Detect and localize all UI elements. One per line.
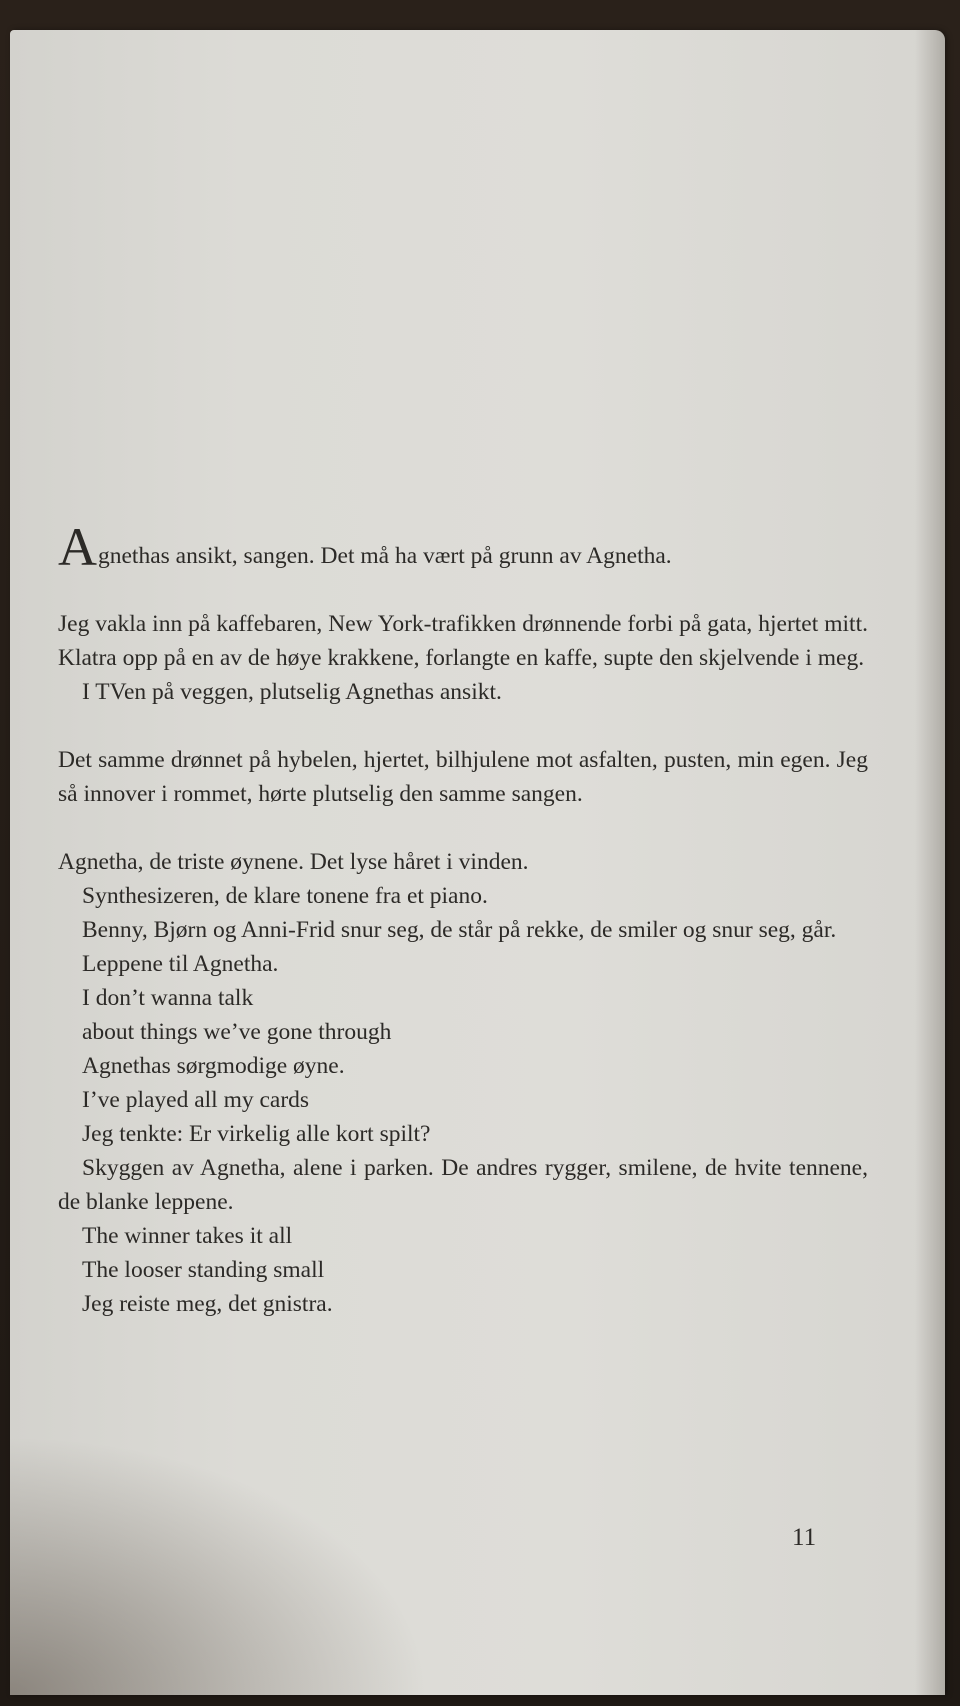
drop-cap: A — [58, 517, 97, 577]
paragraph: Agnethas sørgmodige øyne. — [82, 1053, 345, 1079]
paragraph: I’ve played all my cards — [82, 1087, 310, 1113]
opening-line-text: gnethas ansikt, sangen. Det må ha vært på grunn av Agnetha. — [98, 543, 672, 569]
paragraph: Leppene til Agnetha. — [82, 951, 279, 977]
paragraph: Jeg vakla inn på kaffebaren, New York-trafikken drønnende forbi på gata, hjertet mitt. Klatra opp på en av de høye krakkene, forlangte en kaffe, supte den skjelvende i meg. — [58, 611, 868, 671]
paragraph-gap — [58, 709, 868, 743]
paragraph: Skyggen av Agnetha, alene i parken. De andres rygger, smilene, de hvite tennene, de blanke leppene. — [58, 1155, 868, 1215]
paragraph-gap — [58, 811, 868, 845]
page-corner-shadow — [10, 1435, 430, 1695]
paragraph-list — [58, 573, 868, 1321]
paragraph: I don’t wanna talk — [82, 985, 254, 1011]
body-text — [58, 517, 868, 1321]
paragraph: Agnetha, de triste øynene. Det lyse håret i vinden. — [58, 849, 529, 875]
paragraph: The looser standing small — [82, 1257, 325, 1283]
paragraph: Det samme drønnet på hybelen, hjertet, bilhjulene mot asfalten, pusten, min egen. Jeg så innover i rommet, hørte plutselig den samme sangen. — [58, 747, 868, 807]
paragraph: about things we’ve gone through — [82, 1019, 392, 1045]
book-page — [10, 30, 945, 1695]
page-number: 11 — [792, 1524, 817, 1551]
paragraph-gap — [58, 573, 868, 607]
paragraph: Benny, Bjørn og Anni-Frid snur seg, de står på rekke, de smiler og snur seg, går. — [82, 917, 837, 943]
paragraph: I TVen på veggen, plutselig Agnethas ansikt. — [82, 679, 502, 705]
paragraph: Synthesizeren, de klare tonene fra et piano. — [82, 883, 488, 909]
page-edge-shadow — [915, 30, 945, 1695]
paragraph: Jeg reiste meg, det gnistra. — [82, 1291, 333, 1317]
opening-line — [58, 517, 868, 577]
paragraph: The winner takes it all — [82, 1223, 293, 1249]
paragraph: Jeg tenkte: Er virkelig alle kort spilt? — [82, 1121, 431, 1147]
